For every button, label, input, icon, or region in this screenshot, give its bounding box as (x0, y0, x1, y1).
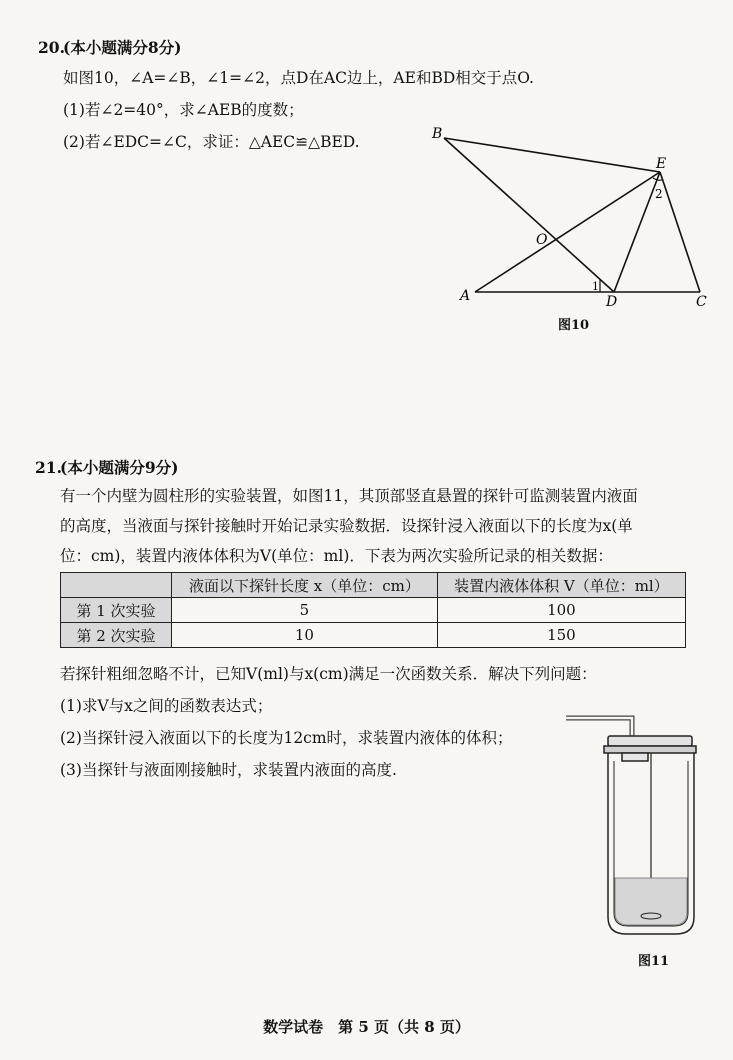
q21-part2: (2)当探针浸入液面以下的长度为12cm时，求装置内液体的体积； (60, 729, 513, 747)
table-row (61, 623, 686, 648)
probe-tube (566, 718, 632, 737)
table-cell-v: 150 (437, 623, 685, 648)
figure-11-caption: 图11 (638, 954, 670, 969)
label-D: D (606, 294, 618, 310)
table-row-label: 第 1 次实验 (61, 598, 172, 623)
table-header-x: 液面以下探针长度 x（单位：cm） (172, 573, 438, 598)
table-header-corner (61, 573, 172, 598)
q20-stem: 如图10，∠A=∠B，∠1=∠2，点D在AC边上，AE和BD相交于点O. (63, 69, 534, 87)
segment-ED (614, 172, 660, 292)
label-angle-2: 2 (655, 187, 663, 201)
segment-AE (475, 172, 660, 292)
table-header-v: 装置内液体体积 V（单位：ml） (437, 573, 685, 598)
label-E: E (656, 156, 667, 172)
q20-part1: (1)若∠2=40°，求∠AEB的度数； (63, 101, 304, 119)
q21-header: (本小题满分9分) (60, 458, 179, 477)
figure-10-diagram (420, 120, 720, 320)
q21-stem-line2: 的高度，当液面与探针接触时开始记录实验数据．设探针浸入液面以下的长度为x(单 (60, 517, 633, 535)
q20-part2: (2)若∠EDC=∠C，求证：△AEC≌△BED. (63, 133, 360, 151)
liquid (615, 878, 687, 925)
q20-header: (本小题满分8分) (63, 38, 182, 57)
q21-stem-line1: 有一个内壁为圆柱形的实验装置，如图11，其顶部竖直悬置的探针可监测装置内液面 (60, 487, 638, 505)
experiment-data-table (60, 572, 686, 648)
table-row (61, 598, 686, 623)
q21-part3: (3)当探针与液面刚接触时，求装置内液面的高度. (60, 761, 397, 779)
table-cell-x: 10 (172, 623, 438, 648)
q21-stem-line3: 位：cm)，装置内液体体积为V(单位：ml)．下表为两次实验所记录的相关数据： (60, 547, 613, 565)
figure-10-caption: 图10 (558, 318, 590, 333)
segment-EC (660, 172, 700, 292)
table-cell-v: 100 (437, 598, 685, 623)
label-angle-1: 1 (592, 280, 599, 293)
figure-11-apparatus (560, 712, 710, 948)
q21-condition: 若探针粗细忽略不计，已知V(ml)与x(cm)满足一次函数关系．解决下列问题： (60, 665, 597, 683)
q20-number: 20. (38, 38, 65, 57)
label-B: B (432, 126, 443, 142)
table-cell-x: 5 (172, 598, 438, 623)
q21-number: 21. (35, 458, 62, 477)
table-header-row (61, 573, 686, 598)
label-A: A (460, 288, 471, 304)
label-O: O (536, 232, 548, 248)
apparatus-lid (608, 736, 692, 746)
table-row-label: 第 2 次实验 (61, 623, 172, 648)
page-footer: 数学试卷 第 5 页（共 8 页） (263, 1018, 470, 1036)
q21-part1: (1)求V与x之间的函数表达式； (60, 697, 273, 715)
label-C: C (696, 294, 707, 310)
